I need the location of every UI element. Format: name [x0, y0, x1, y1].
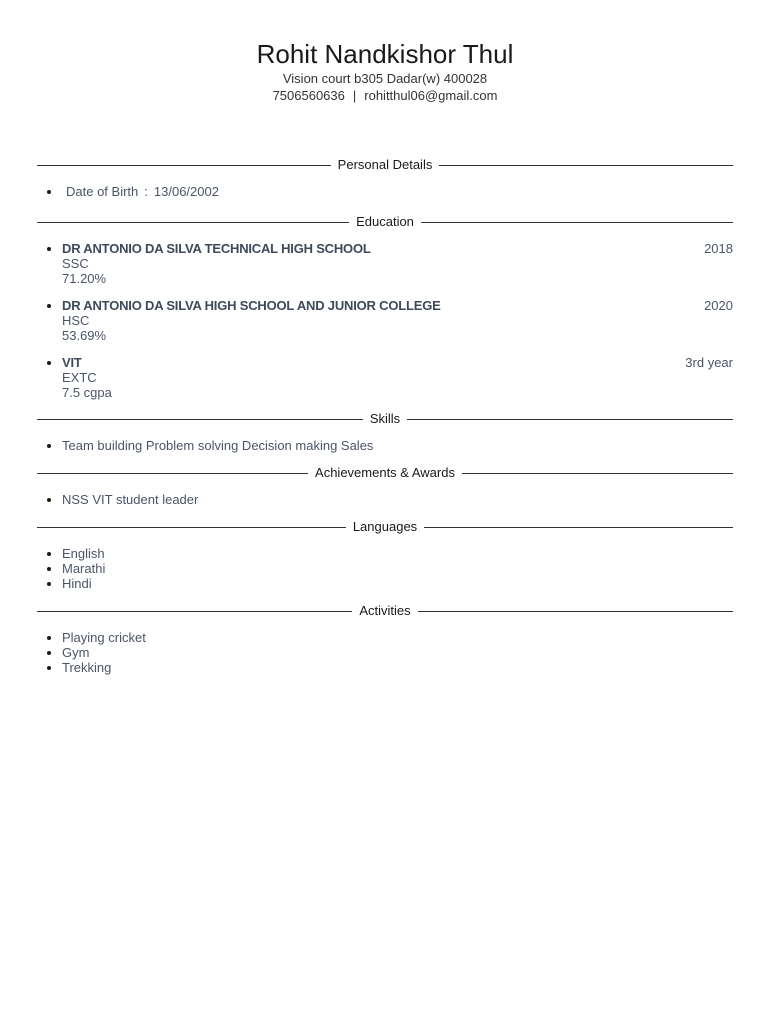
skills-list [37, 438, 733, 453]
divider-line [37, 611, 352, 612]
education-list [37, 241, 733, 400]
education-score: 53.69% [62, 328, 107, 343]
activities-section [37, 602, 733, 675]
section-heading [37, 464, 733, 482]
languages-section [37, 518, 733, 591]
section-title-personal: Personal Details [337, 157, 433, 172]
achievements-list [37, 492, 733, 507]
divider-line [462, 473, 733, 474]
section-title-achievements: Achievements & Awards [315, 465, 455, 480]
resume-page [37, 0, 733, 675]
address-line: Vision court b305 Dadar(w) 400028 [282, 71, 488, 86]
list-item: • NSS VIT student leader [62, 492, 733, 507]
section-heading [37, 410, 733, 428]
education-item-header [62, 298, 733, 313]
list-item: • Team building Problem solving Decision making Sales [62, 438, 733, 453]
section-title-skills: Skills [369, 411, 401, 426]
phone-number: 7506560636 [272, 88, 345, 103]
school-name: • DR ANTONIO DA SILVA TECHNICAL HIGH SCHOOL [62, 241, 371, 256]
languages-list [37, 546, 733, 591]
education-section [37, 213, 733, 412]
divider-line [439, 165, 733, 166]
dob-colon: : [144, 184, 148, 199]
email-address: rohitthul06@gmail.com [364, 88, 498, 103]
divider-line [37, 222, 349, 223]
skills-section [37, 410, 733, 453]
education-year: 2018 [704, 241, 733, 256]
education-year: 3rd year [685, 355, 733, 370]
school-name: • VIT [62, 355, 82, 370]
list-item [62, 184, 733, 199]
divider-line [407, 419, 733, 420]
contact-line [37, 87, 733, 104]
divider-line [37, 527, 346, 528]
education-score: 7.5 cgpa [62, 385, 112, 400]
resume-header [37, 0, 733, 104]
section-heading [37, 213, 733, 231]
education-degree: SSC [62, 256, 89, 271]
list-item: • Marathi [62, 561, 733, 576]
candidate-name: Rohit Nandkishor Thul [256, 39, 514, 69]
divider-line [418, 611, 733, 612]
divider-line [37, 473, 308, 474]
education-year: 2020 [704, 298, 733, 313]
list-item: • Hindi [62, 576, 733, 591]
section-heading [37, 156, 733, 174]
education-item-header [62, 355, 733, 370]
personal-details-section [37, 156, 733, 199]
list-item: • Gym [62, 645, 733, 660]
section-heading [37, 518, 733, 536]
divider-line [37, 165, 331, 166]
education-item [62, 241, 733, 286]
section-heading [37, 602, 733, 620]
school-name: • DR ANTONIO DA SILVA HIGH SCHOOL AND JUNIOR COLLEGE [62, 298, 441, 313]
education-score: 71.20% [62, 271, 107, 286]
achievements-section [37, 464, 733, 507]
section-title-languages: Languages [352, 519, 418, 534]
list-item: • English [62, 546, 733, 561]
section-title-activities: Activities [359, 603, 411, 618]
personal-list [37, 184, 733, 199]
section-title-education: Education [356, 214, 414, 229]
dob-label: Date of Birth [66, 184, 139, 199]
list-item: • Playing cricket [62, 630, 733, 645]
contact-separator: | [352, 88, 357, 103]
list-item: • Trekking [62, 660, 733, 675]
divider-line [421, 222, 733, 223]
dob-value: 13/06/2002 [153, 184, 219, 199]
education-degree: HSC [62, 313, 90, 328]
activities-list [37, 630, 733, 675]
education-item-header [62, 241, 733, 256]
education-degree: EXTC [62, 370, 97, 385]
divider-line [424, 527, 733, 528]
education-item [62, 355, 733, 400]
divider-line [37, 419, 363, 420]
education-item [62, 298, 733, 343]
